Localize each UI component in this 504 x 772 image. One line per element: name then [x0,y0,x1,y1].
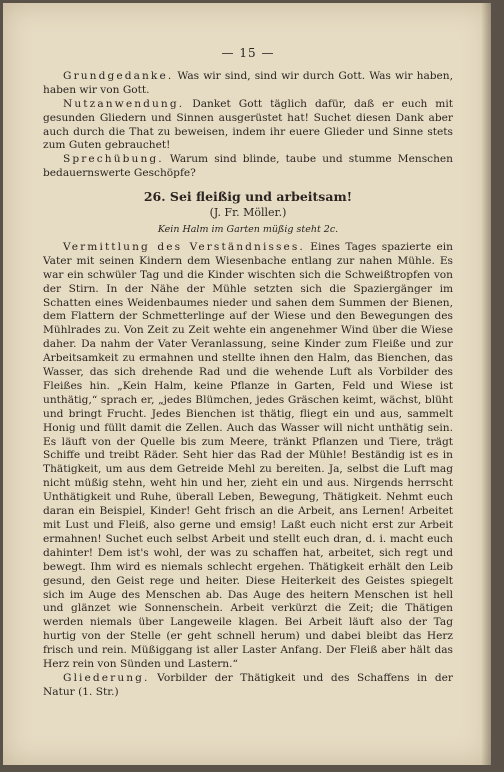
gliederung-label: Gliederung. [63,671,150,684]
gliederung-paragraph [43,672,453,700]
grundgedanke-text: Was wir sind, sind wir durch Gott. Was wir haben, haben wir von Gott. [43,69,454,96]
sprechuebung-paragraph [43,153,453,181]
gliederung-text: Vorbilder der Thätigkeit und des Schaffens in der Natur (1. Str.) [43,671,453,698]
nutzanwendung-text: Danket Gott täglich dafür, daß er euch mit gesunden Gliedern und Sinnen ausgerüstet hat! Suchet diesen Dank aber auch durch die That zu beweisen, indem ihr euere Glieder und Sinne stets zum Guten gebrauchet! [43,97,454,152]
vermittlung-label: Vermittlung des Verständnisses. [63,240,305,253]
story-author: (J. Fr. Möller.) [209,206,287,220]
sprechuebung-text: Warum sind blinde, taube und stumme Menschen bedauernswerte Geschöpfe? [43,153,453,180]
story-body-text: Eines Tages spazierte ein Vater mit seinen Kindern dem Wiesenbache entlang zur nahen Mühle. Es war ein schwüler Tag und die Kinder wischten sich die Schweißtropfen von der Stirn. In der Nähe der Mühle setzten sich die Spaziergänger im Schatten eines Weidenbaumes nieder und sahen dem Summen der Bienen, dem Flattern der Schmetterlinge auf der Wiese und den Bewegungen des Mühlrades zu. Von Zeit zu Zeit wehte ein angenehmer Wind über die Wiese daher. Da nahm der Vater Veranlassung, seine Kinder zum Fleiße und zur Arbeitsamkeit zu ermahnen und stellte ihnen den Halm, das Bienchen, das Wasser, das sich drehende Rad und die wehende Luft als Vorbilder des Fleißes hin. „Kein Halm, keine Pflanze in Garten, Feld und Wiese ist unthätig,“ sprach er, „jedes Blümchen, jedes Gräschen keimt, wächst, blüht und bringt Frucht. Jedes Bienchen ist thätig, fliegt ein und aus, sammelt Honig und füllt damit die Zellen. Auch das Wasser will nicht unthätig sein. Es läuft von der Quelle bis zum Meere, tränkt Pflanzen und Tiere, trägt Schiffe und treibt Räder. Seht hier das Rad der Mühle! Beständig ist es in Thätigkeit, um aus dem Getreide Mehl zu bereiten. Ja, selbst die Luft mag nicht müßig stehn, weht hin und her, zieht ein und aus. Nirgends herrscht Unthätigkeit und Ruhe, überall Leben, Bewegung, Thätigkeit. Nehmt euch daran ein Beispiel, Kinder! Geht frisch an die Arbeit, ans Lernen! Arbeitet mit Lust und Fleiß, also gerne und emsig! Laßt euch nicht erst zur Arbeit ermahnen! Suchet euch selbst Arbeit und stellt euch dran, d. i. macht euch dahinter! Dem ist's wohl, der was zu schaffen hat, arbeitet, sich regt und bewegt. Ihm wird es niemals schlecht ergehen. Thätigkeit erhält den Leib gesund, den Geist rege und heiter. Diese Heiterkeit des Geistes spiegelt sich im Auge des Menschen ab. Das Auge des heitern Menschen ist hell und glänzet wie Sonnenschein. Arbeit verkürzt die Zeit; die Thätigen werden niemals über Langeweile klagen. Bei Arbeit läuft also der Tag hurtig von der Stelle (er geht schnell herum) und dabei bleibt das Herz frisch und rein. Müßiggang ist aller Laster Anfang. Der Fleiß aber hält das Herz rein von Sünden und Lastern.“ [43,240,453,671]
book-page [3,3,491,765]
sprechuebung-label: Sprechübung. [63,153,164,166]
page-gutter [481,3,491,765]
page-text-block [43,47,453,700]
story-motto: Kein Halm im Garten müßig steht 2c. [157,223,339,235]
page-number: — 15 — [221,46,275,60]
grundgedanke-label: Grundgedanke. [63,69,174,82]
nutzanwendung-label: Nutzanwendung. [63,97,185,110]
nutzanwendung-paragraph [43,98,453,154]
story-title: 26. Sei fleißig und arbeitsam! [143,189,353,205]
grundgedanke-paragraph [43,70,453,98]
vermittlung-paragraph [43,241,453,672]
